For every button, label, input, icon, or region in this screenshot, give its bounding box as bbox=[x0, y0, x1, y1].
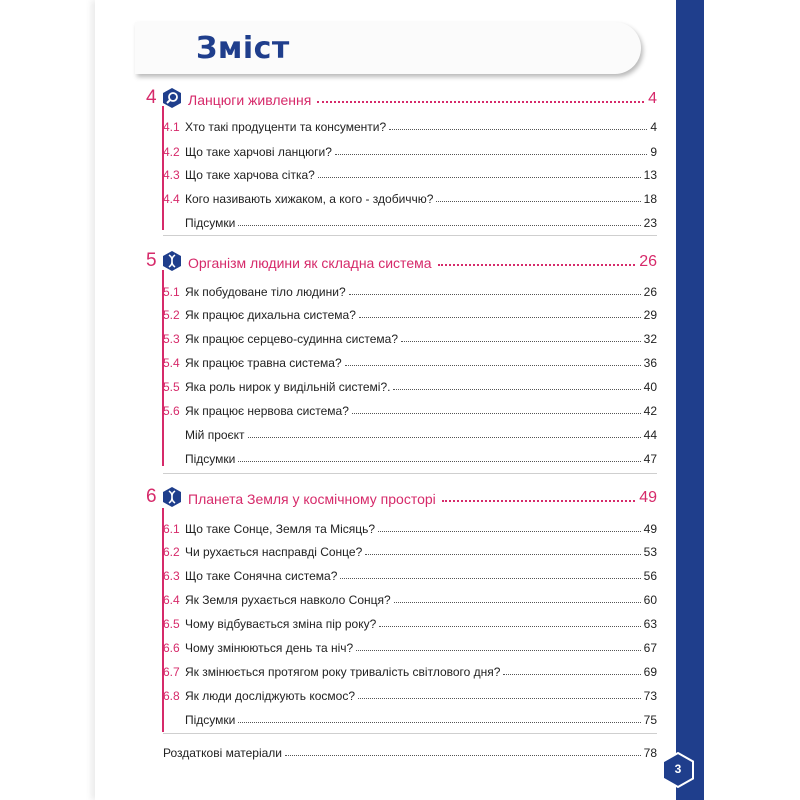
entry-number: 6.6 bbox=[163, 641, 180, 655]
entry-title: Що таке Сонце, Земля та Місяць? bbox=[185, 522, 376, 536]
toc-entry[interactable] bbox=[163, 541, 657, 559]
entry-page: 32 bbox=[643, 332, 657, 346]
entry-page: 69 bbox=[643, 665, 657, 679]
leader-dots bbox=[379, 626, 640, 627]
leader-dots bbox=[352, 413, 641, 414]
chapter-number: 4 bbox=[146, 87, 157, 108]
entry-number: 5.5 bbox=[163, 380, 180, 394]
leader-dots bbox=[238, 722, 640, 723]
toc-entry[interactable] bbox=[163, 518, 657, 536]
entry-page: 40 bbox=[643, 380, 657, 394]
toc-entry[interactable] bbox=[163, 116, 657, 134]
entry-page: 4 bbox=[650, 120, 657, 134]
section-divider bbox=[163, 235, 657, 236]
chapter-heading[interactable] bbox=[146, 247, 657, 271]
chapter-heading[interactable] bbox=[146, 483, 657, 507]
entry-title: Що таке харчові ланцюги? bbox=[185, 145, 332, 159]
leader-dots bbox=[438, 264, 636, 266]
entry-title: Як змінюється протягом року тривалість світлового дня? bbox=[185, 665, 501, 679]
leader-dots bbox=[503, 674, 640, 675]
entry-number: 6.5 bbox=[163, 617, 180, 631]
entry-title: Як люди досліджують космос? bbox=[185, 689, 356, 703]
leader-dots bbox=[248, 437, 641, 438]
entry-page: 56 bbox=[643, 569, 657, 583]
dna-icon bbox=[162, 251, 182, 271]
toc-entry[interactable] bbox=[163, 637, 657, 655]
entry-title: Підсумки bbox=[185, 713, 236, 727]
leader-dots bbox=[317, 101, 644, 103]
section-divider bbox=[163, 473, 657, 474]
entry-number: 5.6 bbox=[163, 404, 180, 418]
toc-entry[interactable] bbox=[163, 141, 657, 159]
toc-entry[interactable] bbox=[163, 448, 657, 466]
toc-entry[interactable] bbox=[163, 376, 657, 394]
toc-entry[interactable] bbox=[163, 613, 657, 631]
entry-title: Як працює травна система? bbox=[185, 356, 342, 370]
toc-entry[interactable] bbox=[163, 352, 657, 370]
entry-title: Як працює нервова система? bbox=[185, 404, 349, 418]
leader-dots bbox=[389, 129, 647, 130]
entry-title: Мій проєкт bbox=[185, 428, 245, 442]
entry-number: 4.2 bbox=[163, 145, 180, 159]
entry-title: Хто такі продуценти та консументи? bbox=[185, 120, 387, 134]
toc-entry[interactable] bbox=[163, 328, 657, 346]
dna-icon bbox=[162, 487, 182, 507]
leader-dots bbox=[356, 650, 640, 651]
toc-entry[interactable] bbox=[163, 709, 657, 727]
entry-page: 49 bbox=[643, 522, 657, 536]
leader-dots bbox=[378, 531, 641, 532]
entry-title: Чому відбувається зміна пір року? bbox=[185, 617, 377, 631]
entry-page: 60 bbox=[643, 593, 657, 607]
book-spine bbox=[676, 0, 704, 800]
page-number-badge bbox=[660, 752, 696, 788]
entry-page: 47 bbox=[643, 452, 657, 466]
entry-number: 4.4 bbox=[163, 192, 180, 206]
entry-title: Що таке Сонячна система? bbox=[185, 569, 338, 583]
entry-title: Яка роль нирок у видільній системі?. bbox=[185, 380, 391, 394]
leader-dots bbox=[401, 341, 641, 342]
entry-number: 6.1 bbox=[163, 522, 180, 536]
chapter-title: Організм людини як складна система bbox=[188, 255, 432, 271]
entry-page: 18 bbox=[643, 192, 657, 206]
entry-title: Як Земля рухається навколо Сонця? bbox=[185, 593, 391, 607]
entry-page: 23 bbox=[643, 216, 657, 230]
entry-page: 42 bbox=[643, 404, 657, 418]
entry-number: 4.3 bbox=[163, 168, 180, 182]
toc-entry[interactable] bbox=[163, 424, 657, 442]
chapter-number: 6 bbox=[146, 486, 157, 507]
magnifier-icon bbox=[162, 88, 182, 108]
entry-page: 9 bbox=[650, 145, 657, 159]
toc-entry[interactable] bbox=[163, 565, 657, 583]
toc-entry[interactable] bbox=[163, 164, 657, 182]
entry-page: 75 bbox=[643, 713, 657, 727]
entry-number: 6.4 bbox=[163, 593, 180, 607]
leader-dots bbox=[393, 389, 640, 390]
chapter-page: 4 bbox=[648, 90, 657, 107]
entry-title: Підсумки bbox=[185, 216, 236, 230]
toc-entry-appendix[interactable] bbox=[163, 742, 657, 760]
entry-number: 5.2 bbox=[163, 308, 180, 322]
entry-page: 73 bbox=[643, 689, 657, 703]
leader-dots bbox=[340, 578, 640, 579]
toc-entry[interactable] bbox=[163, 212, 657, 230]
leader-dots bbox=[358, 698, 641, 699]
entry-title: Як працює дихальна система? bbox=[185, 308, 356, 322]
entry-title: Кого називають хижаком, а кого - здобиччю? bbox=[185, 192, 434, 206]
entry-number: 6.3 bbox=[163, 569, 180, 583]
toc-entry[interactable] bbox=[163, 281, 657, 299]
entry-page: 78 bbox=[643, 746, 657, 760]
entry-number: 5.1 bbox=[163, 285, 180, 299]
page-title: Зміст bbox=[196, 31, 290, 66]
leader-dots bbox=[442, 500, 635, 502]
entry-page: 26 bbox=[643, 285, 657, 299]
entry-title: Роздаткові матеріали bbox=[163, 746, 283, 760]
page-number: 3 bbox=[674, 762, 682, 776]
leader-dots bbox=[436, 201, 640, 202]
entry-number: 6.8 bbox=[163, 689, 180, 703]
toc-entry[interactable] bbox=[163, 188, 657, 206]
chapter-title: Планета Земля у космічному просторі bbox=[188, 491, 436, 507]
leader-dots bbox=[285, 755, 641, 756]
entry-title: Що таке харчова сітка? bbox=[185, 168, 315, 182]
entry-number: 6.2 bbox=[163, 545, 180, 559]
entry-title: Як побудоване тіло людини? bbox=[185, 285, 346, 299]
leader-dots bbox=[238, 461, 640, 462]
leader-dots bbox=[345, 365, 641, 366]
leader-dots bbox=[394, 602, 641, 603]
entry-title: Підсумки bbox=[185, 452, 236, 466]
toc-entry[interactable] bbox=[163, 400, 657, 418]
toc-entry[interactable] bbox=[163, 685, 657, 703]
leader-dots bbox=[365, 554, 640, 555]
entry-title: Як працює серцево-судинна система? bbox=[185, 332, 398, 346]
entry-page: 13 bbox=[643, 168, 657, 182]
entry-page: 29 bbox=[643, 308, 657, 322]
section-divider bbox=[163, 733, 657, 734]
entry-number: 5.3 bbox=[163, 332, 180, 346]
chapter-number: 5 bbox=[146, 250, 157, 271]
entry-number: 4.1 bbox=[163, 120, 180, 134]
leader-dots bbox=[238, 225, 640, 226]
leader-dots bbox=[359, 317, 641, 318]
entry-title: Чому змінюються день та ніч? bbox=[185, 641, 354, 655]
entry-page: 67 bbox=[643, 641, 657, 655]
toc-entry[interactable] bbox=[163, 304, 657, 322]
entry-number: 6.7 bbox=[163, 665, 180, 679]
leader-dots bbox=[318, 177, 641, 178]
chapter-title: Ланцюги живлення bbox=[188, 92, 312, 108]
toc-entry[interactable] bbox=[163, 589, 657, 607]
toc-entry[interactable] bbox=[163, 661, 657, 679]
entry-page: 36 bbox=[643, 356, 657, 370]
entry-page: 63 bbox=[643, 617, 657, 631]
leader-dots bbox=[349, 294, 641, 295]
entry-title: Чи рухається насправді Сонце? bbox=[185, 545, 363, 559]
chapter-page: 26 bbox=[639, 253, 657, 270]
entry-number: 5.4 bbox=[163, 356, 180, 370]
entry-page: 53 bbox=[643, 545, 657, 559]
chapter-page: 49 bbox=[639, 489, 657, 506]
entry-page: 44 bbox=[643, 428, 657, 442]
chapter-heading[interactable] bbox=[146, 84, 657, 108]
leader-dots bbox=[335, 154, 647, 155]
